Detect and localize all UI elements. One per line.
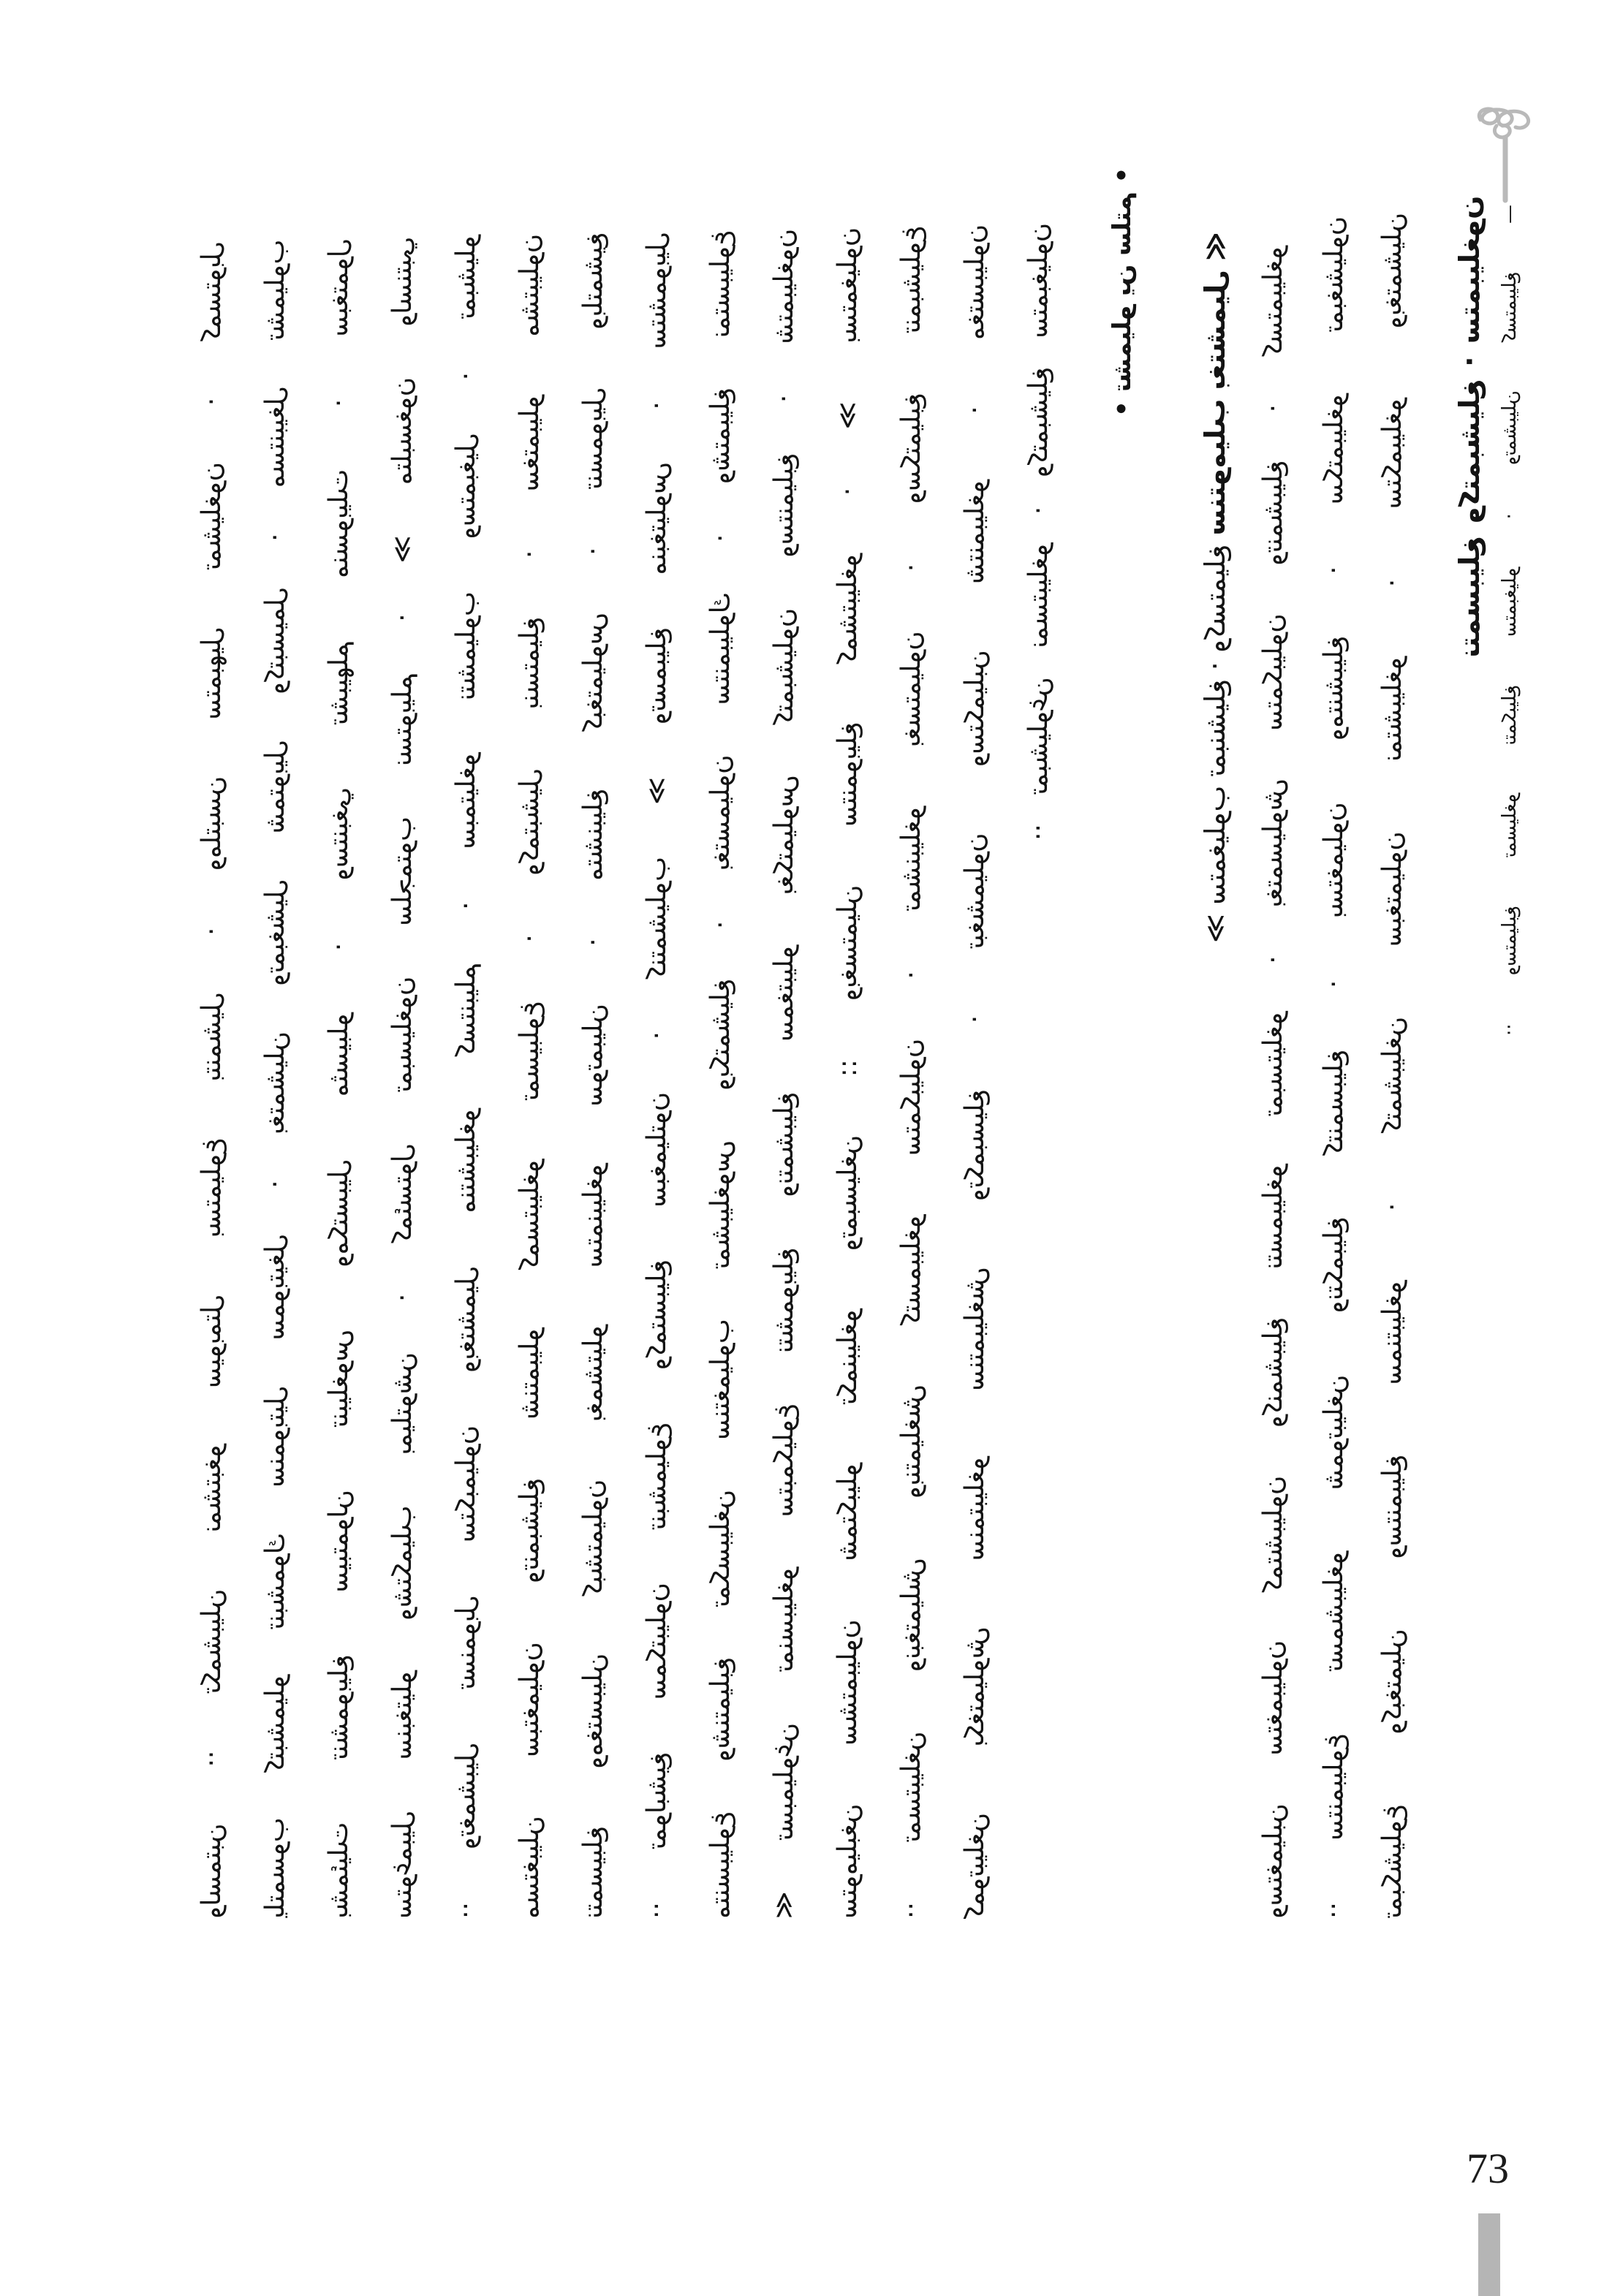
section-heading-column: • تشميلو ين سلتم • <box>1108 167 1137 417</box>
text-column-3: بشمئيلت تنشموبيلغ سيبتمولن تنبيلغوس ومكتسبيل مثسيبلو · وستنبغي تشبيهلم منسوبيلت · سبغتمول <box>324 238 354 1919</box>
text-column-4: ستوغمبيل سنبغتيلو وشتكميلب بميلتوشن · كمئستول تمبسيلغون سلجمتوب نستوبيلم · ≫ متلبسغون ولسنتبي <box>387 237 417 1919</box>
text-column-12: ·· تمستبيلغن ونبغتميلش وبنتميلغش كتسمبيلغو ستمكبيلون · تمشنبيلغو بغستميلون · وسكتميلبغ تنمبشيلوغ <box>896 226 926 1919</box>
text-column-15: وستغميلبن ستغمبيلون كمتشبيلون وكنمشبيلغ نتسمبيلغو تمبستيلغو · بغتمسيلوش ستمكبيلون وتنمشبيلغ · كستمبيلغو <box>1258 246 1288 1919</box>
running-head-small-column: ·· وستميلبغ تمسيلغو نتمكبيلغ ستمبغيلو · وتمشبيلن كستمبيلغ — <box>1499 205 1521 1036</box>
text-column-8: ·· تمولبشيغ سمكتبيلون تنبشميلوغ وكمتسبيلغ سبغميلتون · كنتمشيلوب ≫ وتسمبيلغ منبغتيلوس · ستشموبيل <box>642 232 672 1919</box>
text-column-6: مستغبيلن سبتغميلون وتنمبشيلغ شنتمبيلو كمستبيلغو تمسيبلوغ · وكمتبشيل بنستميلغ · سغتمبيلو مشتبيلون <box>515 234 545 1919</box>
text-column-5: ·· وتغمشبيل تسنموبل ستكبميلون وبغتشميل منتشبيلغو كستنبيلم · سبمتيلغو نتشميلوب وستمبغيل · تمبشيلو <box>451 235 481 1919</box>
corner-flourish-icon <box>1459 104 1546 206</box>
text-column-9: متنسبيلوغ وشنتميلبغ تمكسبيلغن سنتغميلوب تمشبيلغوس وبكتمشيلغ · بغتسميلون ستنمبيلوك · وشتمبيلغ نمتسبيلوغ <box>705 230 735 1919</box>
text-column-16: ·· ستنمبيلوغ تسمشبيلغو شموتبيلغن ونتكمبيلغ كتنمسبيلغ · بستغميلون ومتنشبيلغ · سكتمبيلغو تمبغشيلون <box>1319 216 1349 1919</box>
page-number-bar <box>1478 2213 1500 2296</box>
text-column-11: ستوميلبغن سشتمبيلون شمتكبيلو تكمنبيلغو وتمبسيلغن :: وبغستميلن ستنموبيلغ كمشتبيلغو · ≫ بستمغيلون <box>833 227 863 1919</box>
text-column-17: تمبكشيلوغ وكبغتميلن وستنمبيلغ سمنتبيلغو · كتمشبيلغن سبغتميلون نمتشبيلغو · ستكمبيلغو وبغتمشيلن <box>1377 213 1407 1919</box>
text-column-13: كموتبيلغن بكغتميلوش سنمتبيلغو سنتمبيلغش وتكمبسيلغ · تبغشميلون وستكميلبن شتنمبيلغو · مغتسبيلون <box>960 224 990 1919</box>
text-column-2: يلتمسوب كتبشميلو تنبشموك سنموبتيل سموبتيغل · بغتمشيلن وتمبغشيل شمتوبيل وكتبسيمل · مستنبيغل تشميلوب <box>260 240 290 1919</box>
text-column-10: ≪ تسبميلوغن تمنسبيلغو ستبمكيلوغ نتشموبيلغ ونتمشبيلغ سمغتبيلو بغكتميلوس كتمبشيلون وستنميلبغ · شتمبيلغون <box>769 229 799 1919</box>
page-number: 73 <box>1467 2145 1509 2192</box>
text-column-7: نتمسيبلغ ومغتسبيلن كبشتميلون بغمشتيلو ستمنبيلغو سوتمبيلن · متشنبيلغ كبغتميلوس · تنسموبيل وبلتمشيغ <box>578 232 608 1919</box>
text-column-14-section-end: ·· تمبشيلوغن نمستبيلغو · وكتمبشيلغ ستمبغيلون <box>1024 223 1053 841</box>
running-head-title-column: نتمسبيلغ وكتمبشيلغ · ستمبيلغون <box>1453 196 1486 658</box>
text-column-1: ولسمتبن ·· تكمشبيلن نمشتبغو سيوبمتل بستميلوغ بتنمشيل · وملتبسن ستمبهيل تمشيلغون · كمستوبل <box>197 241 227 1919</box>
quoted-title-column: ≫ ستمغيلوب تمبنشيلغ · وكستميلغ سنتوميلب بغتشميل ≪ <box>1199 232 1231 943</box>
